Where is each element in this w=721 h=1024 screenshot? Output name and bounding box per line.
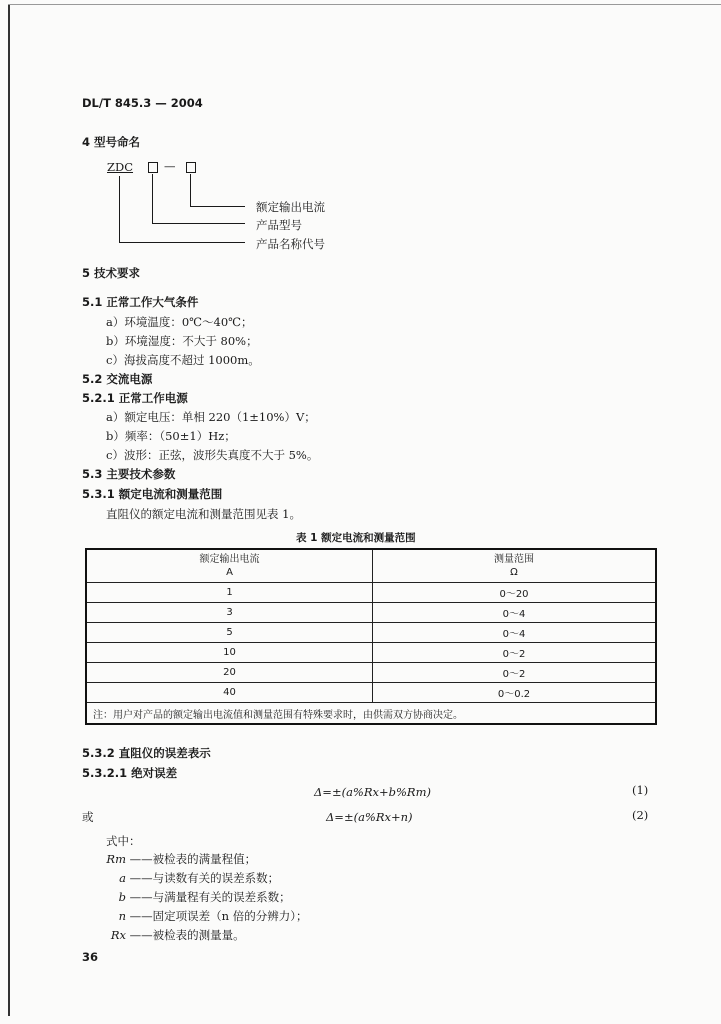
section-5-2-1-title: 5.2.1 正常工作电源	[82, 391, 188, 405]
s5-3-1-text: 直阻仪的额定电流和测量范围见表 1。	[106, 507, 301, 521]
cell-range: 0～20	[373, 583, 657, 603]
where-label: 式中：	[106, 834, 141, 848]
leader-model-type-h	[152, 223, 245, 224]
cell-range: 0～0.2	[373, 683, 657, 703]
s5-2-1-item-a: a）额定电压：单相 220（1±10%）V；	[106, 410, 316, 424]
table-row	[86, 623, 656, 643]
cell-range: 0～2	[373, 643, 657, 663]
section-5-3-2-1-title: 5.3.2.1 绝对误差	[82, 766, 178, 780]
cell-range: 0～4	[373, 623, 657, 643]
section-5-3-2-title: 5.3.2 直阻仪的误差表示	[82, 746, 211, 760]
def-text: ——与读数有关的误差系数；	[129, 871, 280, 885]
definition-item	[106, 927, 245, 943]
leader-rated-current-h	[190, 206, 245, 207]
equation-1-number: (1)	[632, 783, 649, 797]
definition-item	[106, 908, 307, 924]
rated-current-box	[186, 162, 196, 173]
s5-1-item-a: a）环境温度：0℃～40℃；	[106, 315, 253, 329]
section-5-2-title: 5.2 交流电源	[82, 372, 153, 386]
s5-2-1-item-c: c）波形：正弦，波形失真度不大于 5%。	[106, 448, 319, 462]
table-note: 注：用户对产品的额定输出电流值和测量范围有特殊要求时，由供需双方协商决定。	[86, 703, 656, 725]
equation-2: Δ=±(a%Rx+n)	[326, 810, 413, 824]
definition-item	[106, 889, 291, 905]
def-text: ——与满量程有关的误差系数；	[129, 890, 291, 904]
section-4-title: 4 型号命名	[82, 135, 141, 149]
definition-item	[106, 851, 256, 867]
s5-1-item-b: b）环境湿度：不大于 80%；	[106, 334, 258, 348]
equation-1: Δ=±(a%Rx+b%Rm)	[314, 785, 431, 799]
or-word: 或	[82, 810, 94, 824]
table-row	[86, 603, 656, 623]
leader-prefix-h	[119, 242, 245, 243]
cell-current: 1	[86, 583, 373, 603]
label-product-code: 产品名称代号	[256, 237, 325, 251]
table-header-range: 测量范围 Ω	[373, 549, 657, 583]
section-5-title: 5 技术要求	[82, 266, 141, 280]
leader-model-type-v	[152, 174, 153, 223]
def-text: ——固定项误差（n 倍的分辨力）；	[129, 909, 308, 923]
section-5-3-1-title: 5.3.1 额定电流和测量范围	[82, 487, 223, 501]
cell-current: 5	[86, 623, 373, 643]
scan-edge-left	[8, 4, 10, 1016]
table-1	[85, 548, 657, 725]
def-symbol: n	[118, 909, 126, 923]
def-text: ——被检表的测量量。	[129, 928, 245, 942]
model-type-box	[148, 162, 158, 173]
s5-1-item-c: c）海拔高度不超过 1000m。	[106, 353, 260, 367]
table-row	[86, 683, 656, 703]
def-symbol: a	[119, 871, 126, 885]
model-prefix: ZDC	[107, 160, 134, 174]
label-rated-current: 额定输出电流	[256, 200, 325, 214]
table-header-current: 额定输出电流 A	[86, 549, 373, 583]
def-symbol: Rm	[106, 852, 126, 866]
table-row	[86, 643, 656, 663]
cell-current: 3	[86, 603, 373, 623]
section-5-1-title: 5.1 正常工作大气条件	[82, 295, 199, 309]
leader-prefix-v	[119, 176, 120, 242]
table-1-caption: 表 1 额定电流和测量范围	[296, 532, 416, 544]
table-row	[86, 583, 656, 603]
table-header-row	[86, 549, 656, 583]
cell-current: 40	[86, 683, 373, 703]
cell-range: 0～2	[373, 663, 657, 683]
def-text: ——被检表的满量程值；	[129, 852, 257, 866]
section-5-3-title: 5.3 主要技术参数	[82, 467, 176, 481]
def-symbol: Rx	[110, 928, 126, 942]
model-dash: —	[164, 159, 176, 173]
leader-rated-current-v	[190, 174, 191, 206]
s5-2-1-item-b: b）频率：（50±1）Hz；	[106, 429, 236, 443]
equation-2-number: (2)	[632, 808, 649, 822]
table-row	[86, 663, 656, 683]
cell-current: 10	[86, 643, 373, 663]
cell-current: 20	[86, 663, 373, 683]
standard-code: DL/T 845.3 — 2004	[82, 96, 203, 110]
label-model-type: 产品型号	[256, 218, 302, 232]
cell-range: 0～4	[373, 603, 657, 623]
page-number: 36	[82, 950, 99, 964]
def-symbol: b	[118, 890, 126, 904]
definition-item	[106, 870, 279, 886]
table-note-row	[86, 703, 656, 725]
scan-edge-top	[8, 4, 721, 5]
